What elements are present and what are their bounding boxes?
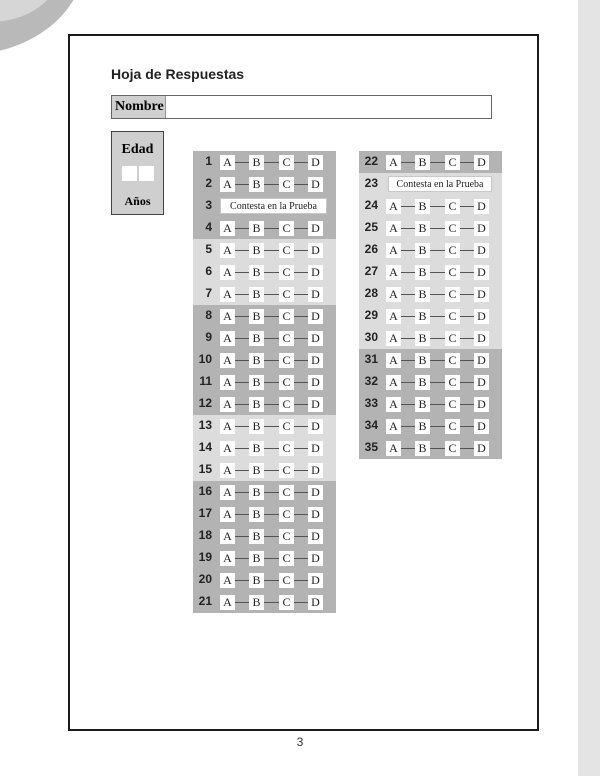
question-number: 32 [364, 374, 378, 388]
option-bubble-c[interactable]: C [279, 177, 294, 192]
option-bubble-b[interactable]: B [415, 331, 430, 346]
question-number: 34 [364, 418, 378, 432]
question-number: 13 [198, 418, 212, 432]
option-bubble-b[interactable]: B [415, 265, 430, 280]
option-track-line [386, 338, 487, 339]
page-number: 3 [296, 735, 304, 749]
option-track-line [386, 448, 487, 449]
option-bubble-a[interactable]: A [386, 441, 401, 456]
option-track-line [220, 184, 321, 185]
option-bubble-c[interactable]: C [279, 419, 294, 434]
option-track-line [220, 470, 321, 471]
option-bubble-a[interactable]: A [386, 331, 401, 346]
question-number: 14 [198, 440, 212, 454]
answer-row-22 [359, 151, 502, 173]
question-number: 35 [364, 440, 378, 454]
option-bubble-d[interactable]: D [308, 243, 323, 258]
option-bubble-c[interactable]: C [279, 485, 294, 500]
option-bubble-a[interactable]: A [220, 441, 235, 456]
option-bubble-c[interactable]: C [445, 397, 460, 412]
option-bubble-b[interactable]: B [415, 375, 430, 390]
option-bubble-b[interactable]: B [249, 441, 264, 456]
option-track-line [220, 602, 321, 603]
option-track-line [386, 382, 487, 383]
option-bubble-d[interactable]: D [308, 331, 323, 346]
option-bubble-d[interactable]: D [474, 331, 489, 346]
answer-row-14 [193, 437, 336, 459]
option-bubble-b[interactable]: B [415, 309, 430, 324]
option-track-line [386, 250, 487, 251]
answer-row-24 [359, 195, 502, 217]
option-bubble-c[interactable]: C [279, 309, 294, 324]
option-bubble-a[interactable]: A [220, 243, 235, 258]
option-track-line [220, 294, 321, 295]
option-bubble-a[interactable]: A [220, 221, 235, 236]
question-number: 30 [364, 330, 378, 344]
option-track-line [220, 448, 321, 449]
option-bubble-b[interactable]: B [249, 507, 264, 522]
option-bubble-d[interactable]: D [474, 441, 489, 456]
option-bubble-b[interactable]: B [249, 551, 264, 566]
answer-in-test-note: Contesta en la Prueba [388, 176, 492, 192]
name-field-box [111, 95, 492, 119]
name-input[interactable] [165, 96, 491, 118]
option-bubble-c[interactable]: C [445, 199, 460, 214]
option-bubble-b[interactable]: B [249, 375, 264, 390]
answer-row-13 [193, 415, 336, 437]
option-bubble-a[interactable]: A [386, 155, 401, 170]
answer-in-test-note: Contesta en la Prueba [220, 198, 327, 214]
answer-row-30 [359, 327, 502, 349]
option-bubble-a[interactable]: A [220, 551, 235, 566]
answer-row-33 [359, 393, 502, 415]
answer-row-34 [359, 415, 502, 437]
option-bubble-c[interactable]: C [279, 551, 294, 566]
option-track-line [220, 250, 321, 251]
option-bubble-d[interactable]: D [308, 573, 323, 588]
option-track-line [386, 272, 487, 273]
option-bubble-c[interactable]: C [279, 243, 294, 258]
option-bubble-a[interactable]: A [220, 375, 235, 390]
option-bubble-a[interactable]: A [386, 309, 401, 324]
option-bubble-d[interactable]: D [308, 353, 323, 368]
answer-row-8 [193, 305, 336, 327]
option-bubble-d[interactable]: D [474, 221, 489, 236]
option-bubble-d[interactable]: D [308, 221, 323, 236]
option-bubble-a[interactable]: A [220, 419, 235, 434]
age-label: Edad [121, 142, 154, 157]
option-bubble-c[interactable]: C [279, 221, 294, 236]
option-bubble-c[interactable]: C [445, 419, 460, 434]
answer-column-2 [359, 151, 502, 459]
option-bubble-d[interactable]: D [474, 309, 489, 324]
option-bubble-d[interactable]: D [474, 375, 489, 390]
option-bubble-d[interactable]: D [308, 375, 323, 390]
answer-row-6 [193, 261, 336, 283]
option-bubble-c[interactable]: C [445, 309, 460, 324]
answer-row-23 [359, 173, 502, 195]
option-track-line [220, 162, 321, 163]
option-bubble-a[interactable]: A [220, 155, 235, 170]
question-number: 16 [198, 484, 212, 498]
option-bubble-d[interactable]: D [308, 177, 323, 192]
option-bubble-a[interactable]: A [220, 397, 235, 412]
option-bubble-a[interactable]: A [220, 529, 235, 544]
answer-column-1 [193, 151, 336, 613]
option-bubble-c[interactable]: C [279, 375, 294, 390]
option-bubble-d[interactable]: D [308, 485, 323, 500]
option-track-line [386, 360, 487, 361]
option-bubble-b[interactable]: B [249, 595, 264, 610]
option-bubble-c[interactable]: C [445, 353, 460, 368]
option-bubble-d[interactable]: D [308, 287, 323, 302]
option-bubble-b[interactable]: B [415, 287, 430, 302]
option-bubble-a[interactable]: A [386, 419, 401, 434]
option-bubble-a[interactable]: A [220, 309, 235, 324]
option-track-line [220, 272, 321, 273]
option-bubble-b[interactable]: B [249, 419, 264, 434]
option-bubble-a[interactable]: A [220, 595, 235, 610]
question-number: 22 [364, 154, 378, 168]
option-bubble-a[interactable]: A [386, 375, 401, 390]
option-bubble-c[interactable]: C [279, 573, 294, 588]
option-bubble-b[interactable]: B [249, 265, 264, 280]
option-bubble-a[interactable]: A [386, 353, 401, 368]
option-bubble-d[interactable]: D [308, 529, 323, 544]
option-bubble-d[interactable]: D [474, 243, 489, 258]
option-bubble-a[interactable]: A [220, 265, 235, 280]
option-track-line [220, 580, 321, 581]
option-bubble-d[interactable]: D [308, 507, 323, 522]
question-number: 21 [198, 594, 212, 608]
option-bubble-a[interactable]: A [220, 507, 235, 522]
option-bubble-c[interactable]: C [279, 265, 294, 280]
answer-row-20 [193, 569, 336, 591]
option-bubble-b[interactable]: B [249, 155, 264, 170]
option-track-line [220, 316, 321, 317]
option-bubble-b[interactable]: B [249, 485, 264, 500]
question-number: 29 [364, 308, 378, 322]
question-number: 7 [205, 286, 212, 300]
name-label: Nombre [112, 96, 165, 118]
answer-row-26 [359, 239, 502, 261]
option-bubble-b[interactable]: B [415, 243, 430, 258]
option-bubble-d[interactable]: D [308, 551, 323, 566]
option-bubble-b[interactable]: B [415, 221, 430, 236]
option-bubble-b[interactable]: B [415, 441, 430, 456]
option-bubble-d[interactable]: D [474, 397, 489, 412]
answer-row-17 [193, 503, 336, 525]
option-bubble-a[interactable]: A [386, 221, 401, 236]
answer-row-19 [193, 547, 336, 569]
option-bubble-b[interactable]: B [249, 177, 264, 192]
option-bubble-d[interactable]: D [474, 155, 489, 170]
answer-row-1 [193, 151, 336, 173]
answer-row-16 [193, 481, 336, 503]
option-bubble-c[interactable]: C [445, 441, 460, 456]
option-track-line [220, 338, 321, 339]
question-number: 12 [198, 396, 212, 410]
question-number: 27 [364, 264, 378, 278]
question-number: 11 [199, 374, 212, 388]
option-bubble-b[interactable]: B [249, 463, 264, 478]
page-edge-strip [578, 0, 600, 776]
option-bubble-b[interactable]: B [249, 573, 264, 588]
option-track-line [220, 228, 321, 229]
age-box [111, 131, 164, 215]
answer-row-3 [193, 195, 336, 217]
answer-row-35 [359, 437, 502, 459]
option-bubble-c[interactable]: C [445, 375, 460, 390]
question-number: 10 [198, 352, 212, 366]
option-bubble-d[interactable]: D [474, 287, 489, 302]
option-bubble-b[interactable]: B [249, 243, 264, 258]
option-track-line [220, 360, 321, 361]
answer-row-25 [359, 217, 502, 239]
option-bubble-a[interactable]: A [220, 177, 235, 192]
option-bubble-a[interactable]: A [220, 287, 235, 302]
option-bubble-b[interactable]: B [249, 529, 264, 544]
option-bubble-c[interactable]: C [445, 243, 460, 258]
option-bubble-d[interactable]: D [308, 595, 323, 610]
answer-row-5 [193, 239, 336, 261]
option-track-line [386, 206, 487, 207]
option-bubble-a[interactable]: A [386, 243, 401, 258]
age-digit-2[interactable] [139, 166, 154, 181]
question-number: 1 [205, 154, 212, 168]
option-bubble-c[interactable]: C [279, 507, 294, 522]
option-bubble-d[interactable]: D [308, 309, 323, 324]
question-number: 31 [364, 352, 378, 366]
option-track-line [386, 404, 487, 405]
answer-row-15 [193, 459, 336, 481]
option-bubble-c[interactable]: C [279, 463, 294, 478]
option-bubble-c[interactable]: C [445, 155, 460, 170]
answer-row-21 [193, 591, 336, 613]
option-track-line [386, 426, 487, 427]
option-bubble-d[interactable]: D [308, 397, 323, 412]
option-bubble-b[interactable]: B [249, 287, 264, 302]
question-number: 24 [364, 198, 378, 212]
question-number: 8 [205, 308, 212, 322]
option-bubble-d[interactable]: D [308, 463, 323, 478]
answer-row-4 [193, 217, 336, 239]
question-number: 2 [205, 176, 212, 190]
question-number: 23 [364, 176, 378, 190]
option-bubble-a[interactable]: A [386, 265, 401, 280]
answer-row-11 [193, 371, 336, 393]
option-bubble-c[interactable]: C [279, 155, 294, 170]
question-number: 18 [198, 528, 212, 542]
age-digit-1[interactable] [122, 166, 137, 181]
option-bubble-c[interactable]: C [279, 397, 294, 412]
option-bubble-a[interactable]: A [220, 463, 235, 478]
question-number: 6 [205, 264, 212, 278]
option-bubble-d[interactable]: D [474, 265, 489, 280]
option-bubble-b[interactable]: B [249, 331, 264, 346]
option-bubble-d[interactable]: D [308, 155, 323, 170]
option-bubble-c[interactable]: C [279, 331, 294, 346]
option-track-line [220, 536, 321, 537]
option-track-line [220, 382, 321, 383]
option-bubble-d[interactable]: D [474, 199, 489, 214]
option-bubble-b[interactable]: B [249, 221, 264, 236]
option-bubble-d[interactable]: D [308, 441, 323, 456]
option-bubble-b[interactable]: B [249, 353, 264, 368]
answer-row-9 [193, 327, 336, 349]
option-bubble-b[interactable]: B [249, 309, 264, 324]
option-bubble-a[interactable]: A [386, 397, 401, 412]
question-number: 15 [198, 462, 212, 476]
option-bubble-c[interactable]: C [445, 265, 460, 280]
option-bubble-b[interactable]: B [249, 397, 264, 412]
question-number: 17 [198, 506, 212, 520]
question-number: 3 [205, 198, 212, 212]
option-bubble-c[interactable]: C [445, 331, 460, 346]
option-track-line [220, 492, 321, 493]
answer-row-29 [359, 305, 502, 327]
question-number: 19 [198, 550, 212, 564]
option-track-line [220, 404, 321, 405]
answer-row-32 [359, 371, 502, 393]
option-bubble-c[interactable]: C [279, 353, 294, 368]
option-bubble-a[interactable]: A [220, 485, 235, 500]
option-bubble-d[interactable]: D [474, 353, 489, 368]
option-track-line [386, 228, 487, 229]
answer-row-27 [359, 261, 502, 283]
question-number: 33 [364, 396, 378, 410]
option-bubble-b[interactable]: B [415, 199, 430, 214]
answer-row-18 [193, 525, 336, 547]
answer-row-2 [193, 173, 336, 195]
option-bubble-c[interactable]: C [279, 595, 294, 610]
option-bubble-c[interactable]: C [445, 221, 460, 236]
answer-row-12 [193, 393, 336, 415]
option-bubble-b[interactable]: B [415, 353, 430, 368]
option-track-line [220, 514, 321, 515]
option-bubble-d[interactable]: D [308, 265, 323, 280]
option-track-line [386, 162, 487, 163]
sheet-title: Hoja de Respuestas [111, 66, 245, 82]
question-number: 5 [205, 242, 212, 256]
option-bubble-a[interactable]: A [386, 199, 401, 214]
answer-row-31 [359, 349, 502, 371]
option-bubble-c[interactable]: C [445, 287, 460, 302]
question-number: 4 [205, 220, 212, 234]
option-bubble-d[interactable]: D [474, 419, 489, 434]
option-bubble-c[interactable]: C [279, 441, 294, 456]
option-bubble-a[interactable]: A [386, 287, 401, 302]
answer-row-28 [359, 283, 502, 305]
option-track-line [386, 294, 487, 295]
option-bubble-b[interactable]: B [415, 419, 430, 434]
option-bubble-c[interactable]: C [279, 529, 294, 544]
question-number: 9 [205, 330, 212, 344]
question-number: 28 [364, 286, 378, 300]
question-number: 20 [198, 572, 212, 586]
answer-row-10 [193, 349, 336, 371]
option-bubble-a[interactable]: A [220, 331, 235, 346]
option-bubble-c[interactable]: C [279, 287, 294, 302]
option-track-line [386, 316, 487, 317]
option-track-line [220, 426, 321, 427]
age-unit-label: Años [124, 194, 151, 208]
answer-row-7 [193, 283, 336, 305]
option-track-line [220, 558, 321, 559]
question-number: 25 [364, 220, 378, 234]
question-number: 26 [364, 242, 378, 256]
option-bubble-b[interactable]: B [415, 397, 430, 412]
option-bubble-d[interactable]: D [308, 419, 323, 434]
option-bubble-a[interactable]: A [220, 573, 235, 588]
option-bubble-b[interactable]: B [415, 155, 430, 170]
option-bubble-a[interactable]: A [220, 353, 235, 368]
